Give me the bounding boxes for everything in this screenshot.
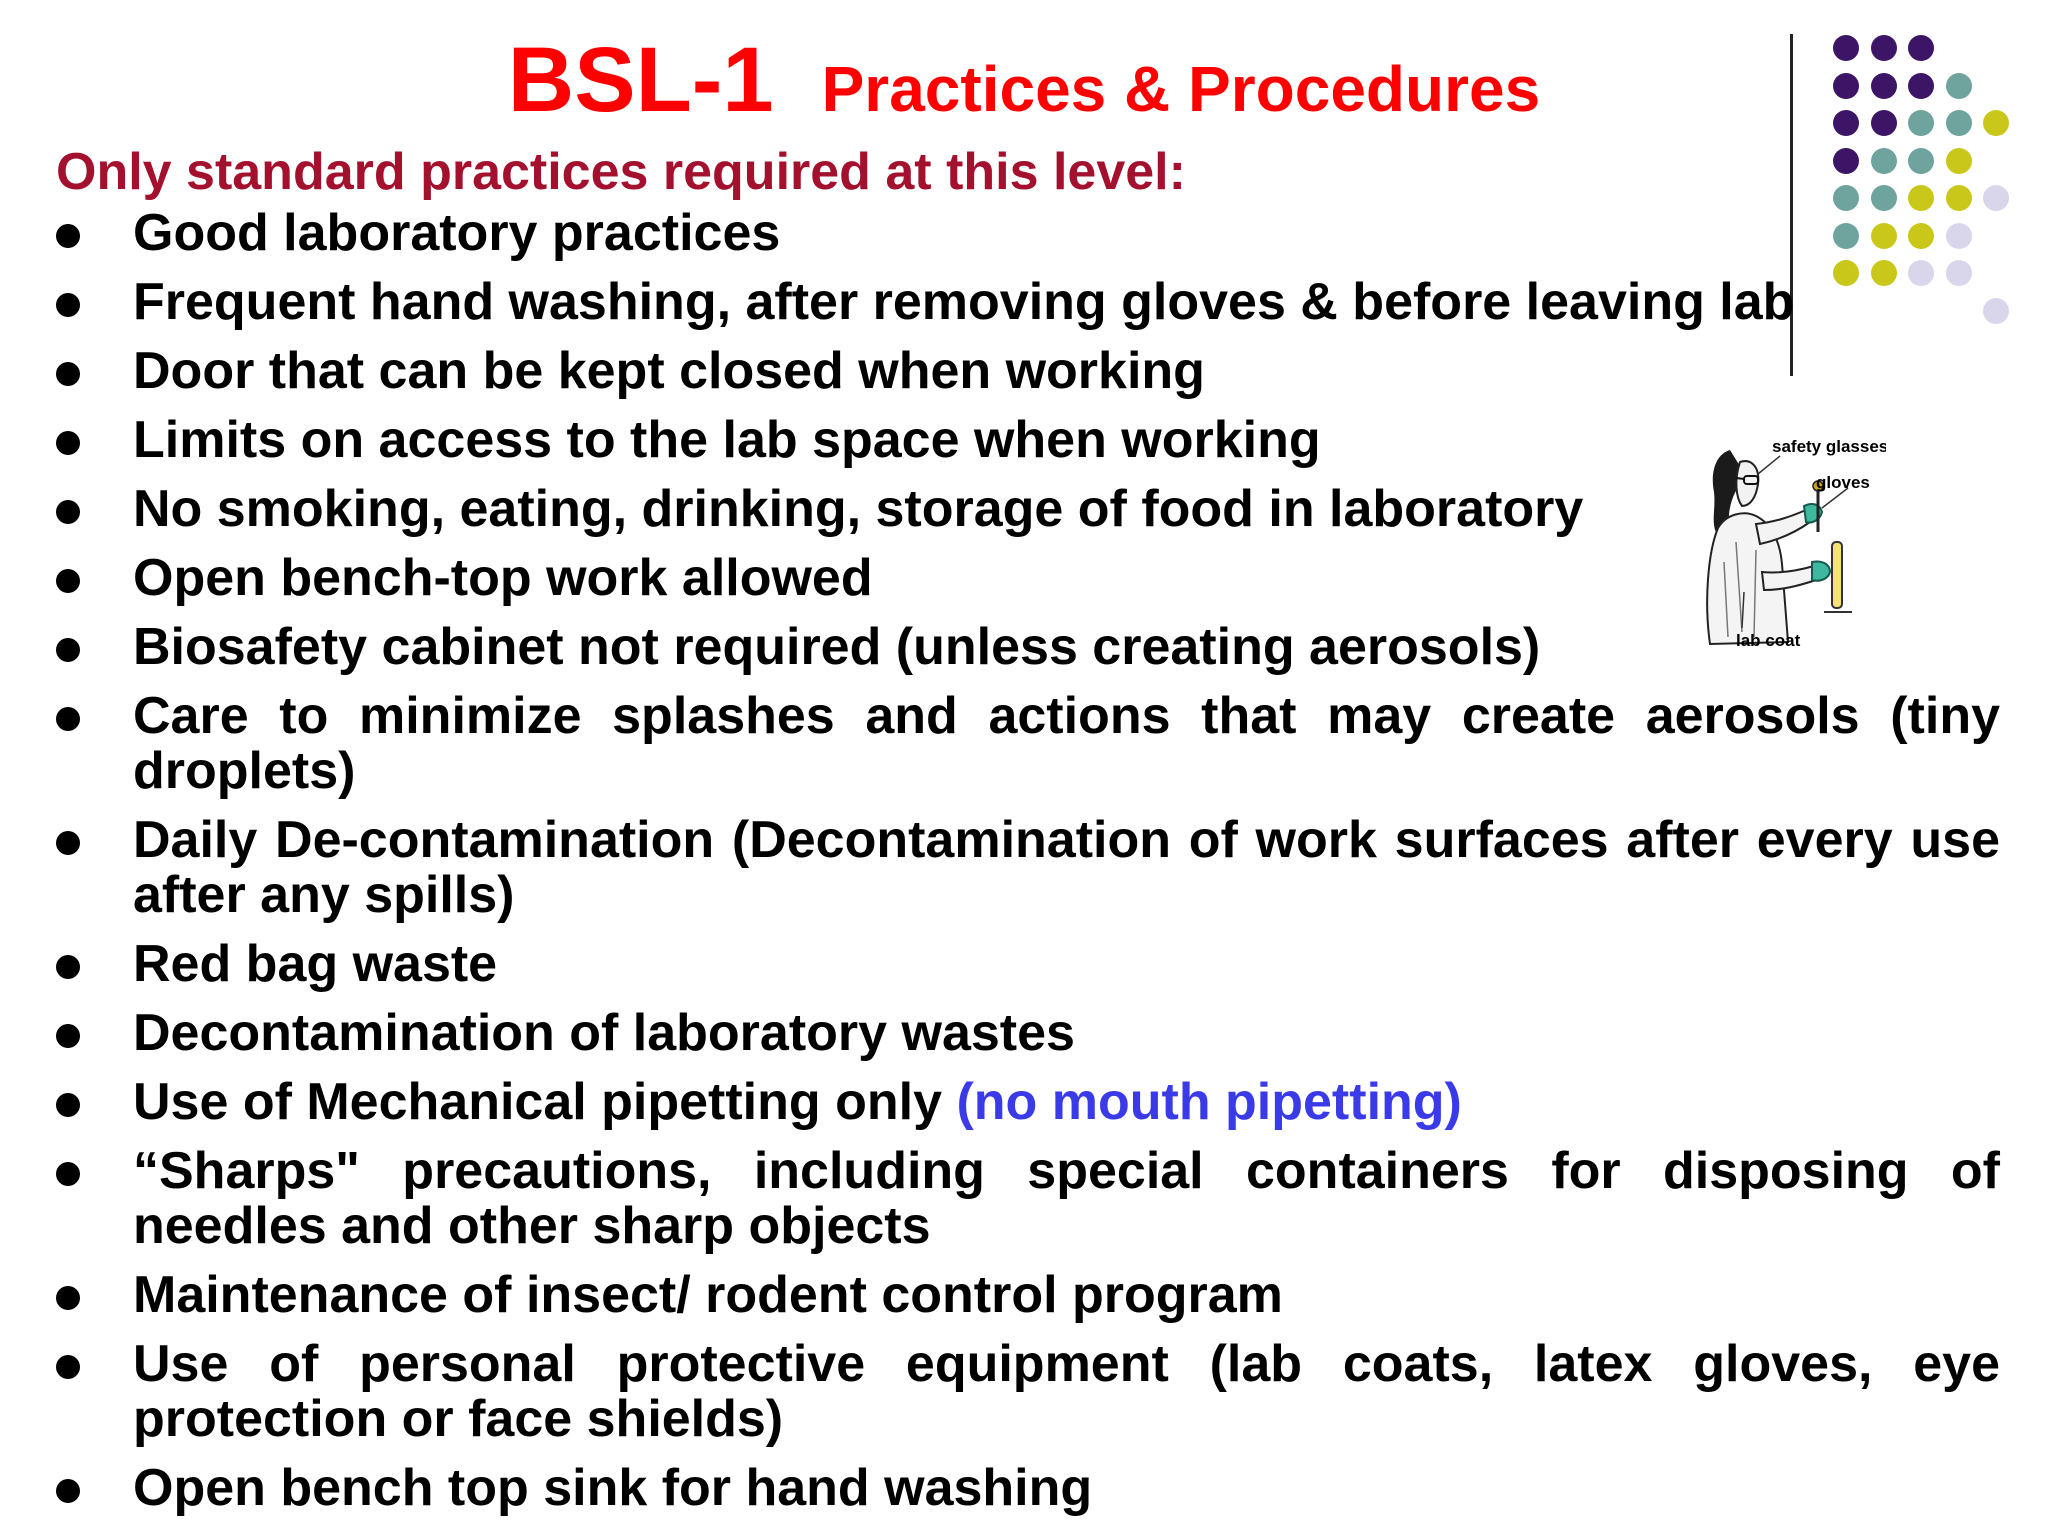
bullet-icon	[56, 500, 80, 524]
lab-worker-icon	[1696, 432, 1886, 652]
bullet-text: Open bench-top work allowed	[133, 549, 873, 607]
title-subtitle: Practices & Procedures	[821, 53, 1541, 125]
bullet-text: Use of personal protective equipment (lab coats, latex gloves, eye protection or face shields)	[133, 1335, 2000, 1448]
bullet-text: Open bench top sink for hand washing	[133, 1459, 1093, 1517]
bullet-icon	[56, 1093, 80, 1117]
bullet-text: Door that can be kept closed when working	[133, 342, 1205, 400]
bullet-icon	[56, 1286, 80, 1310]
slide-title	[0, 28, 2048, 133]
decorative-dot	[1908, 148, 1934, 174]
bullet-icon	[56, 955, 80, 979]
title-main: BSL-1	[507, 29, 774, 131]
bullet-icon	[56, 1024, 80, 1048]
bullet-text	[133, 1075, 2000, 1130]
bullet-icon	[56, 362, 80, 386]
bullet-icon	[56, 224, 80, 248]
bullet-text: Frequent hand washing, after removing gloves & before leaving lab	[133, 273, 1795, 331]
decorative-dot	[1946, 148, 1972, 174]
bullet-icon	[56, 1162, 80, 1186]
bullet-text: Decontamination of laboratory wastes	[133, 1004, 1075, 1062]
bullet-icon	[56, 831, 80, 855]
bullet-icon	[56, 293, 80, 317]
bullet-text: Biosafety cabinet not required (unless creating aerosols)	[133, 618, 1541, 676]
intro-text: Only standard practices required at this level:	[56, 143, 1186, 201]
label-lab-coat: lab coat	[1736, 631, 1801, 650]
bullet-text: Red bag waste	[133, 935, 498, 993]
bullet-text: Care to minimize splashes and actions that may create aerosols (tiny droplets)	[133, 687, 2000, 800]
bullet-note: (no mouth pipetting)	[956, 1073, 1462, 1131]
bullet-icon	[56, 1355, 80, 1379]
bullet-text-main: Use of Mechanical pipetting only	[133, 1073, 942, 1131]
bullet-text: No smoking, eating, drinking, storage of food in laboratory	[133, 482, 1584, 537]
lab-worker-illustration	[1696, 432, 1886, 652]
bullet-icon	[56, 638, 80, 662]
bullet-icon	[56, 1479, 80, 1503]
bullet-text: Daily De-contamination (Decontamination of work surfaces after every use after any spills)	[133, 811, 2000, 924]
decorative-dot	[1871, 148, 1897, 174]
label-safety-glasses: safety glasses	[1772, 437, 1886, 456]
label-gloves: gloves	[1816, 473, 1870, 492]
bullet-text: Limits on access to the lab space when working	[133, 411, 1321, 469]
bullet-icon	[56, 707, 80, 731]
bullet-icon	[56, 431, 80, 455]
bullet-text: Maintenance of insect/ rodent control program	[133, 1266, 1283, 1324]
bullet-text: Good laboratory practices	[133, 204, 781, 262]
bullet-icon	[56, 569, 80, 593]
bullet-text: “Sharps" precautions, including special containers for disposing of needles and other sharp objects	[133, 1142, 2000, 1255]
decorative-dot	[1833, 148, 1859, 174]
